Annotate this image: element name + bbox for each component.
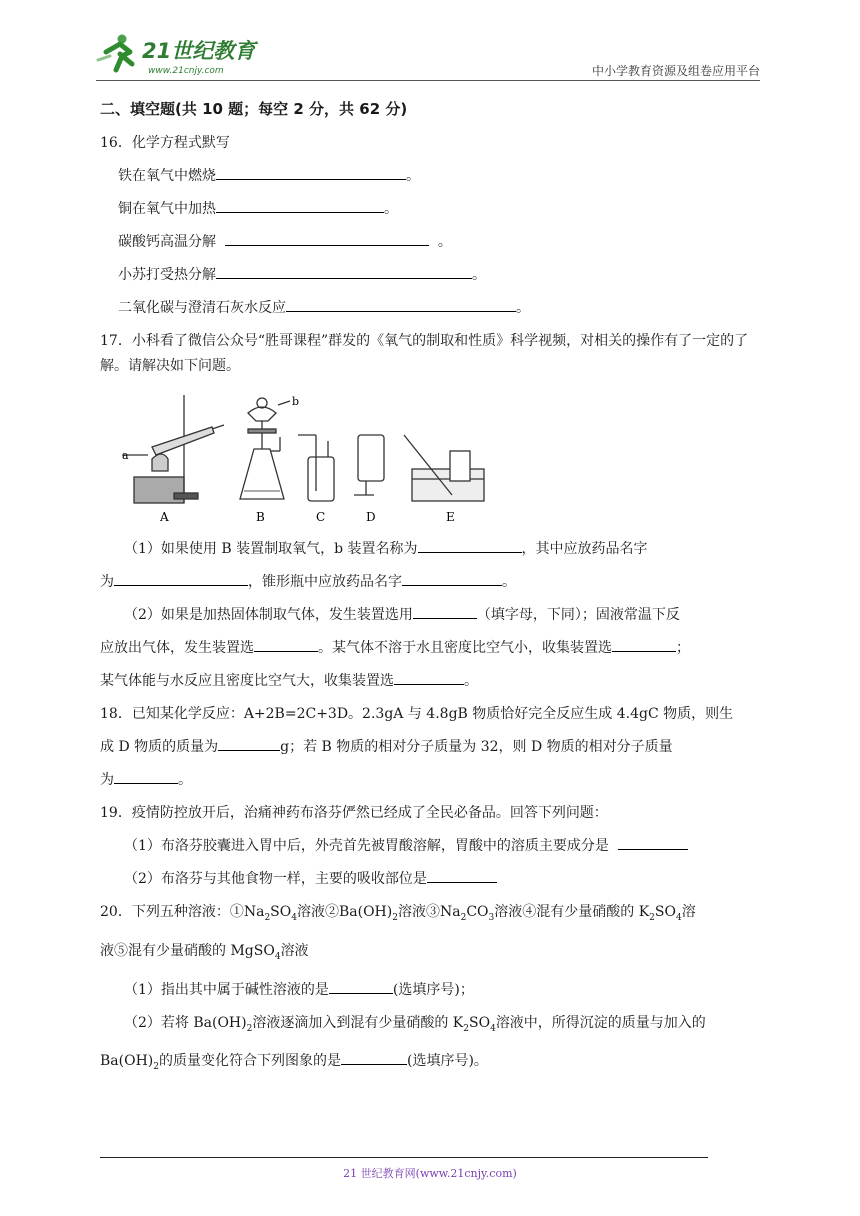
label-a-small: a <box>122 449 129 462</box>
header-divider <box>96 80 760 81</box>
punct: 。 <box>502 574 516 590</box>
answer-blank[interactable] <box>216 196 384 213</box>
q16-stem: 16．化学方程式默写 <box>100 135 230 151</box>
q16-item-5: 二氧化碳与澄清石灰水反应 <box>118 300 286 316</box>
apparatus-figure <box>122 387 502 525</box>
q18-text: 为 <box>100 772 114 788</box>
q20-1-text: (选填序号)； <box>392 981 474 998</box>
punct: 。 <box>472 267 486 283</box>
q17-1-text: （1）如果使用 B 装置制取氧气，b 装置名称为 <box>124 541 418 557</box>
label-B: B <box>256 510 265 524</box>
answer-blank[interactable] <box>216 262 472 279</box>
apparatus-b <box>240 398 290 499</box>
q20-stem: 20．下列五种溶液：$①Na_2SO_4$溶液$②Ba(OH)_2$溶液$③Na_2CO_3$溶液④混有少量硝酸的 $K_2SO_4$溶 <box>100 904 696 923</box>
header-platform-text: 中小学教育资源及组卷应用平台 <box>591 64 760 78</box>
question-content <box>100 98 762 1084</box>
q16-item-3: 碳酸钙高温分解 <box>118 234 216 250</box>
punct: 。 <box>406 168 420 184</box>
q19-stem: 19．疫情防控放开后，治痛神药布洛芬俨然已经成了全民必备品。回答下列问题： <box>100 805 608 821</box>
punct: 。 <box>178 772 192 788</box>
apparatus-c <box>298 435 334 501</box>
q16-item-4: 小苏打受热分解 <box>118 267 216 283</box>
q19-2-text: （2）布洛芬与其他食物一样，主要的吸收部位是 <box>124 871 427 887</box>
label-E: E <box>446 510 455 524</box>
q17-stem: 17．小科看了微信公众号“胜哥课程”群发的《氧气的制取和性质》科学视频，对相关的操作有了一定的了解。请解决如下问题。 <box>100 333 749 374</box>
label-A: A <box>160 510 169 524</box>
q17-2-text: 。某气体不溶于水且密度比空气小，收集装置选 <box>318 640 612 656</box>
answer-blank[interactable] <box>402 569 502 586</box>
answer-blank[interactable] <box>394 668 464 685</box>
answer-blank[interactable] <box>225 229 429 246</box>
q20-stem-cont: 液⑤混有少量硝酸的 MgSO$_4$溶液 <box>100 942 309 962</box>
answer-blank[interactable] <box>618 833 688 850</box>
punct: 。 <box>464 673 478 689</box>
footer-divider <box>100 1157 708 1158</box>
q17-1-text: 为 <box>100 574 114 590</box>
q17-2-text: 某气体能与水反应且密度比空气大，收集装置选 <box>100 673 394 689</box>
q18-text: 成 D 物质的质量为 <box>100 739 219 755</box>
apparatus-d <box>354 435 384 495</box>
punct: 。 <box>384 201 398 217</box>
answer-blank[interactable] <box>114 767 178 784</box>
q20-2-text-cont: $Ba(OH)_2$的质量变化符合下列图象的是 (选填序号)。 <box>100 1045 762 1084</box>
logo-text: 21世纪教育 <box>142 39 256 63</box>
label-b-small: b <box>292 395 300 408</box>
site-logo <box>96 30 266 78</box>
answer-blank[interactable] <box>254 635 318 652</box>
apparatus-e <box>404 435 484 501</box>
answer-blank[interactable] <box>341 1048 407 1065</box>
punct: ； <box>676 640 690 656</box>
answer-blank[interactable] <box>286 295 516 312</box>
answer-blank[interactable] <box>329 977 393 994</box>
q20-2-text: （2）若将 $Ba(OH)_2$溶液逐滴加入到混有少量硝酸的 $K_2SO_4$溶液中，所得沉淀的质量与加入的 <box>124 1014 706 1034</box>
punct: 。 <box>437 234 452 250</box>
label-C: C <box>316 510 326 524</box>
apparatus-a <box>122 395 224 503</box>
q17-2-text: （2）如果是加热固体制取气体，发生装置选用 <box>124 607 413 623</box>
footer-text[interactable]: 21 世纪教育网(www.21cnjy.com) <box>343 1167 517 1180</box>
section-title: 二、填空题(共 10 题；每空 2 分，共 62 分) <box>100 100 408 118</box>
q17-2-text: 应放出气体，发生装置选 <box>100 640 254 656</box>
logo-url: www.21cnjy.com <box>148 66 224 76</box>
q18-text: g；若 B 物质的相对分子质量为 32，则 D 物质的相对分子质量 <box>280 739 673 755</box>
answer-blank[interactable] <box>216 163 406 180</box>
answer-blank[interactable] <box>612 635 676 652</box>
q19-1-text: （1）布洛芬胶囊进入胃中后，外壳首先被胃酸溶解，胃酸中的溶质主要成分是 <box>124 838 609 854</box>
answer-blank[interactable] <box>418 536 522 553</box>
answer-blank[interactable] <box>413 602 477 619</box>
answer-blank[interactable] <box>114 569 248 586</box>
q17-1-text: ，其中应放药品名字 <box>521 541 648 557</box>
q17-1-text: ，锥形瓶中应放药品名字 <box>248 574 402 590</box>
answer-blank[interactable] <box>218 734 280 751</box>
answer-blank[interactable] <box>427 866 497 883</box>
q20-1-text: （1）指出其中属于碱性溶液的是 <box>124 981 329 998</box>
q16-item-2: 铜在氧气中加热 <box>118 201 216 217</box>
q16-item-1: 铁在氧气中燃烧 <box>118 168 216 184</box>
runner-icon <box>98 35 132 71</box>
q17-2-text: （填字母，下同）；固液常温下反 <box>476 607 680 623</box>
q18-text: 18．已知某化学反应：A+2B=2C+3D。2.3gA 与 4.8gB 物质恰好完全反应生成 4.4gC 物质，则生 <box>100 706 734 722</box>
label-D: D <box>366 510 376 524</box>
punct: 。 <box>516 300 530 316</box>
